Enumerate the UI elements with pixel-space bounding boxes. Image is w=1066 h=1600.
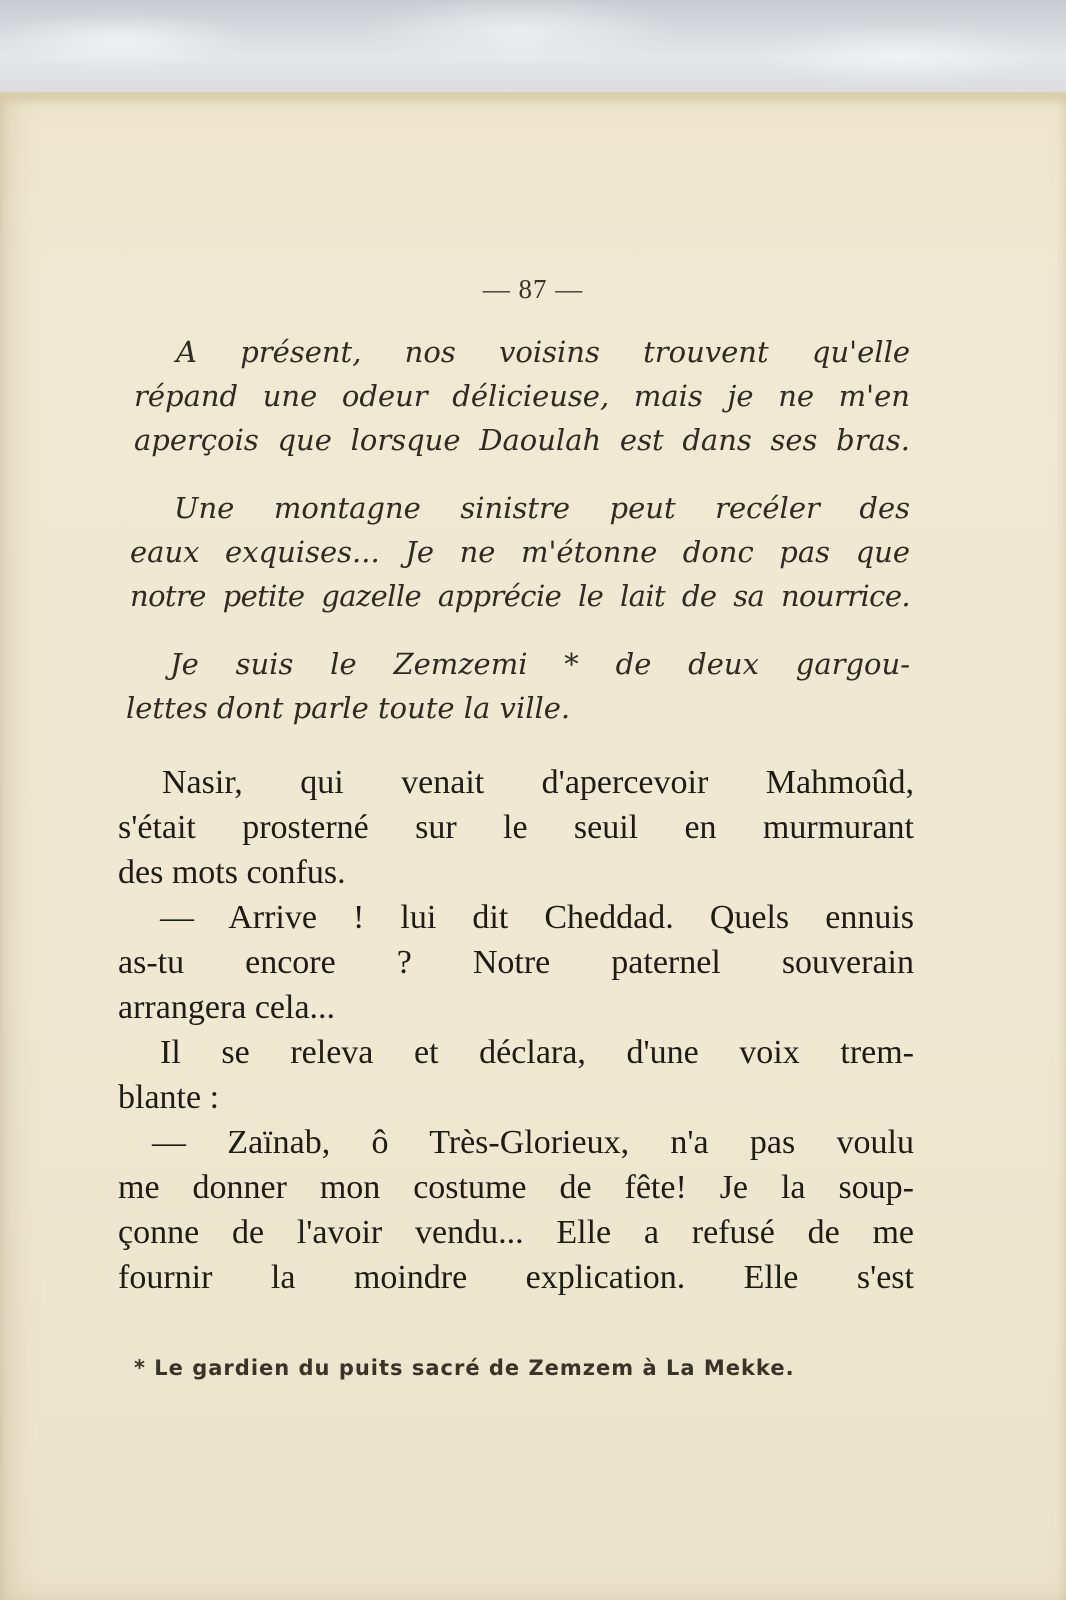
prose-line-6: arrangera cela...: [118, 989, 336, 1026]
prose-line-1: Nasir, qui venait d'apercevoir Mahmoûd,: [162, 764, 914, 801]
prose-line-9: — Zaïnab, ô Très-Glorieux, n'a pas voulu: [152, 1124, 914, 1161]
prose-line-7: Il se releva et déclara, d'une voix trem-: [160, 1034, 914, 1071]
prose-line-3: des mots confus.: [118, 854, 346, 891]
prose-line-2: s'était prosterné sur le seuil en murmurant: [118, 809, 914, 846]
prose-line-11: çonne de l'avoir vendu... Elle a refusé de me: [118, 1214, 914, 1251]
verse-3-line-2: lettes dont parle toute la ville.: [126, 691, 571, 725]
verse-3-line-1: Je suis le Zemzemi * de deux gargou-: [170, 647, 910, 681]
prose-line-10: me donner mon costume de fête! Je la soup-: [118, 1169, 914, 1206]
verse-2-line-2: eaux exquises... Je ne m'étonne donc pas que: [130, 535, 910, 569]
verse-1-line-3: aperçois que lorsque Daoulah est dans ses bras.: [134, 423, 910, 457]
prose-body: [118, 760, 914, 1300]
page-number: — 87 —: [482, 274, 584, 304]
footnote: * Le gardien du puits sacré de Zemzem à La Mekke.: [134, 1356, 795, 1380]
verse-2-line-3: notre petite gazelle apprécie le lait de sa nourrice.: [130, 579, 910, 613]
verse-1-line-1: A présent, nos voisins trouvent qu'elle: [176, 335, 910, 369]
verse-stanza-1: [134, 330, 910, 462]
verse-stanza-3: [126, 642, 910, 730]
prose-line-12: fournir la moindre explication. Elle s'est: [118, 1259, 914, 1296]
prose-line-5: as-tu encore ? Notre paternel souverain: [118, 944, 914, 981]
prose-line-8: blante :: [118, 1079, 220, 1116]
page-top-edge: [0, 92, 1066, 106]
prose-line-4: — Arrive ! lui dit Cheddad. Quels ennuis: [160, 899, 914, 936]
verse-stanza-2: [130, 486, 910, 618]
verse-2-line-1: Une montagne sinistre peut recéler des: [174, 491, 910, 525]
verse-1-line-2: répand une odeur délicieuse, mais je ne m'en: [134, 379, 910, 413]
